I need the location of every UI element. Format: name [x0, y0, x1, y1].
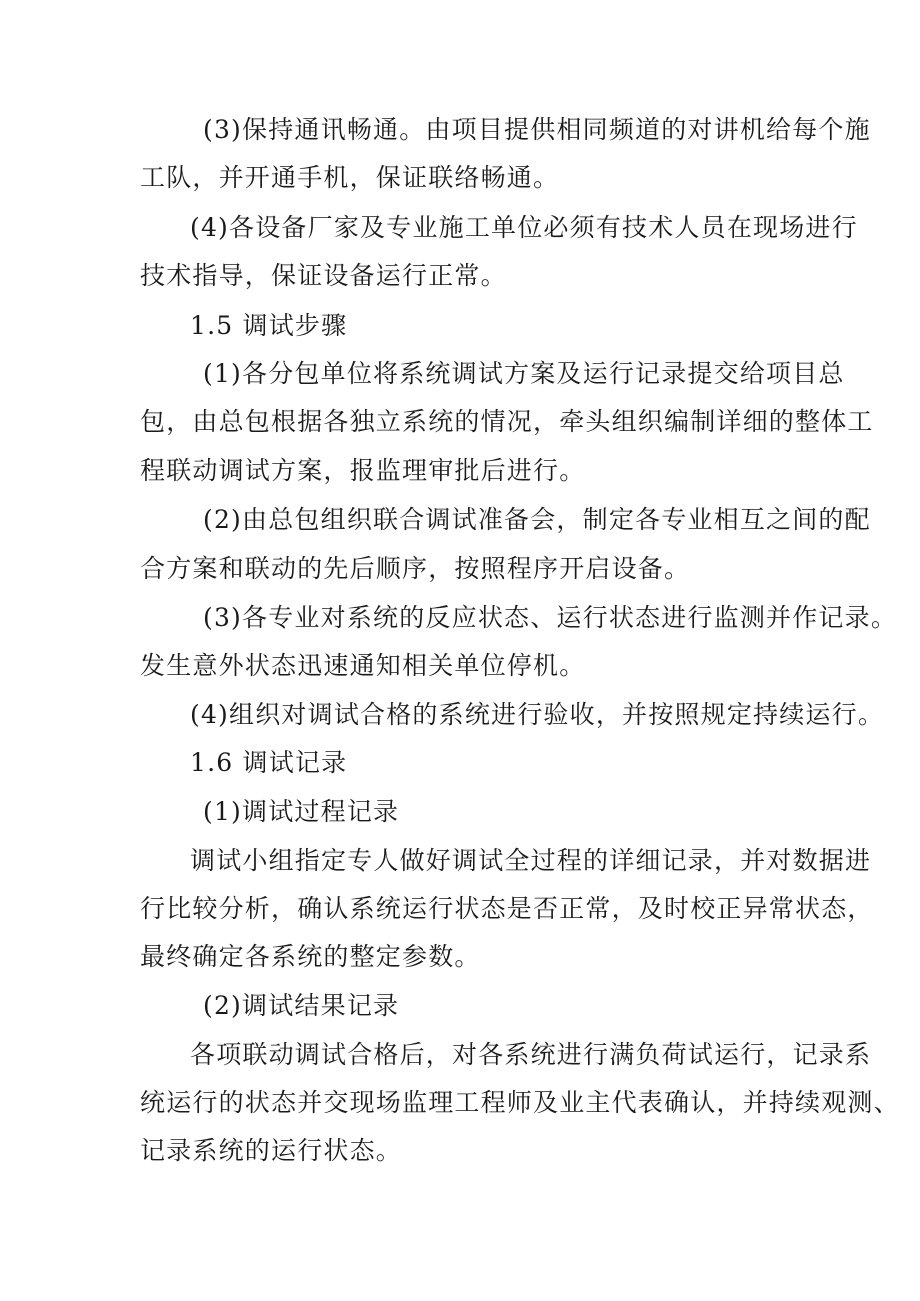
paragraph-line: 发生意外状态迅速通知相关单位停机。 [140, 651, 586, 680]
paragraph-line: 各项联动调试合格后，对各系统进行满负荷试运行，记录系 [190, 1040, 872, 1069]
section-heading: 1.6 调试记录 [190, 748, 348, 777]
paragraph-line: 统运行的状态并交现场监理工程师及业主代表确认，并持续观测、 [140, 1088, 900, 1117]
paragraph-line: (2)由总包组织联合调试准备会，制定各专业相互之间的配 [203, 505, 871, 534]
paragraph-line: (1)各分包单位将系统调试方案及运行记录提交给项目总 [203, 359, 845, 388]
paragraph-line: 合方案和联动的先后顺序，按照程序开启设备。 [140, 554, 691, 583]
paragraph-line: (4)组织对调试合格的系统进行验收，并按照规定持续运行。 [190, 700, 885, 729]
paragraph-line: 最终确定各系统的整定参数。 [140, 942, 481, 971]
paragraph-line: (3)各专业对系统的反应状态、运行状态进行监测并作记录。 [203, 603, 898, 632]
paragraph-line: 调试小组指定专人做好调试全过程的详细记录，并对数据进 [190, 846, 872, 875]
section-heading: 1.5 调试步骤 [190, 311, 348, 340]
paragraph-line: 工队，并开通手机，保证联络畅通。 [140, 163, 560, 192]
paragraph-line: 包，由总包根据各独立系统的情况，牵头组织编制详细的整体工 [140, 407, 874, 436]
subsection-heading: (1)调试过程记录 [203, 797, 400, 826]
paragraph-line: 技术指导，保证设备运行正常。 [140, 261, 507, 290]
subsection-heading: (2)调试结果记录 [203, 991, 400, 1020]
paragraph-line: 行比较分析，确认系统运行状态是否正常，及时校正异常状态， [140, 894, 874, 923]
paragraph-line: 记录系统的运行状态。 [140, 1136, 403, 1165]
paragraph-line: (3)保持通讯畅通。由项目提供相同频道的对讲机给每个施 [203, 115, 871, 144]
paragraph-line: 程联动调试方案，报监理审批后进行。 [140, 456, 586, 485]
paragraph-line: (4)各设备厂家及专业施工单位必须有技术人员在现场进行 [190, 213, 858, 242]
